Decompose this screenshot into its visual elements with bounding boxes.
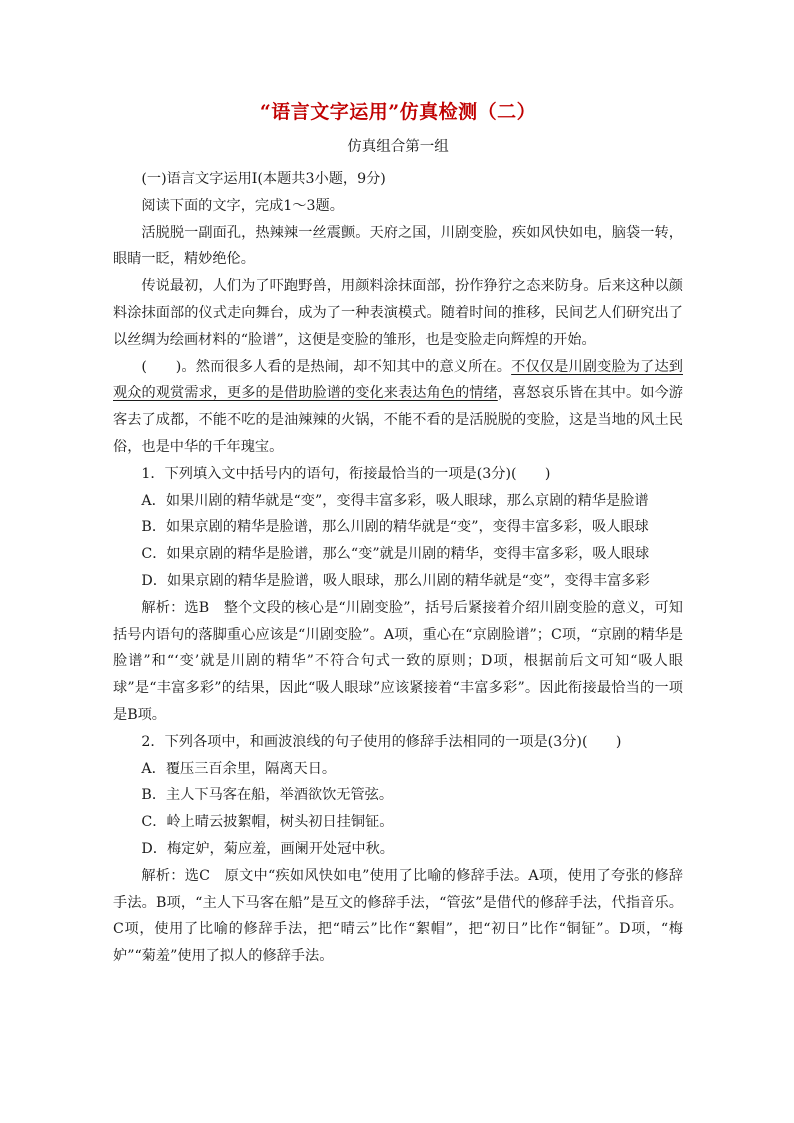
page-title: “语言文字运用”仿真检测（二） (259, 101, 537, 123)
section-header: (一)语言文字运用Ⅰ(本题共3小题，9分) (141, 171, 386, 187)
passage-p3-before: ( )。然而很多人看的是热闹，却不知其中的意义所在。 (141, 358, 512, 375)
document-page (113, 98, 683, 970)
question-1-analysis: 解析：选B 整个文段的核心是“川剧变脸”，括号后紧接着介绍川剧变脸的意义，可知括号内语句的落脚重心应该是“川剧变脸”。A项，重心在“京剧脸谱”；C项，“京剧的精华是脸谱”和“‘变’就是川剧的精华”不符合句式一致的原则；D项，根据前后文可知“吸人眼球”是“丰富多彩”的结果，因此“吸人眼球”应该紧接着“丰富多彩”。因此衔接最恰当的一项是B项。 (113, 599, 683, 723)
subtitle: 仿真组合第一组 (347, 139, 449, 155)
question-2-option-d: D．梅定妒，菊应羞，画阑开处冠中秋。 (141, 840, 394, 857)
passage-paragraph-2: 传说最初，人们为了吓跑野兽，用颜料涂抹面部，扮作狰狞之态来防身。后来这种以颜料涂抹面部的仪式走向舞台，成为了一种表演模式。随着时间的推移，民间艺人们研究出了以丝绸为绘画材料的“脸谱”，这便是变脸的雏形，也是变脸走向辉煌的开始。 (113, 278, 683, 348)
underlined-sentence: 不仅仅是川剧变脸为了达到观众的观赏需求，更多的是借助脸谱的变化来表达角色的情绪 (113, 358, 683, 402)
question-1-option-a: A．如果川剧的精华就是“变”，变得丰富多彩，吸人眼球，那么京剧的精华是脸谱 (141, 492, 649, 509)
passage-paragraph-1: 活脱脱一副面孔，热辣辣一丝震颤。天府之国，川剧变脸，疾如风快如电，脑袋一转，眼睛一眨，精妙绝伦。 (113, 224, 683, 268)
question-2-option-b: B．主人下马客在船，举酒欲饮无管弦。 (141, 787, 394, 804)
question-2-option-c: C．岭上晴云披絮帽，树头初日挂铜钲。 (141, 814, 394, 831)
instruction: 阅读下面的文字，完成1～3题。 (141, 197, 344, 214)
question-1-option-d: D．如果京剧的精华是脸谱，吸人眼球，那么川剧的精华就是“变”，变得丰富多彩 (141, 572, 650, 589)
question-2-stem: 2．下列各项中，和画波浪线的句子使用的修辞手法相同的一项是(3分)( ) (141, 733, 622, 750)
passage-p3-after: ，喜怒哀乐皆在其中。如今游客去了成都，不能不吃的是油辣辣的火锅，不能不看的是活脱脱的变脸，这是当地的风土民俗，也是中华的千年瑰宝。 (113, 385, 683, 455)
question-1-option-b: B．如果京剧的精华是脸谱，那么川剧的精华就是“变”，变得丰富多彩，吸人眼球 (141, 519, 649, 536)
question-1-option-c: C．如果京剧的精华是脸谱，那么“变”就是川剧的精华，变得丰富多彩，吸人眼球 (141, 546, 650, 563)
question-2-option-a: A．覆压三百余里，隔离天日。 (141, 760, 337, 777)
passage-paragraph-3 (113, 354, 683, 461)
question-1-stem: 1．下列填入文中括号内的语句，衔接最恰当的一项是(3分)( ) (141, 465, 551, 482)
question-2-analysis: 解析：选C 原文中“疾如风快如电”使用了比喻的修辞手法。A项，使用了夸张的修辞手法。B项，“主人下马客在船”是互文的修辞手法，“管弦”是借代的修辞手法，代指音乐。C项，使用了比喻的修辞手法，把“晴云”比作“絮帽”，把“初日”比作“铜钲”。D项，“梅妒”“菊羞”使用了拟人的修辞手法。 (113, 867, 683, 965)
